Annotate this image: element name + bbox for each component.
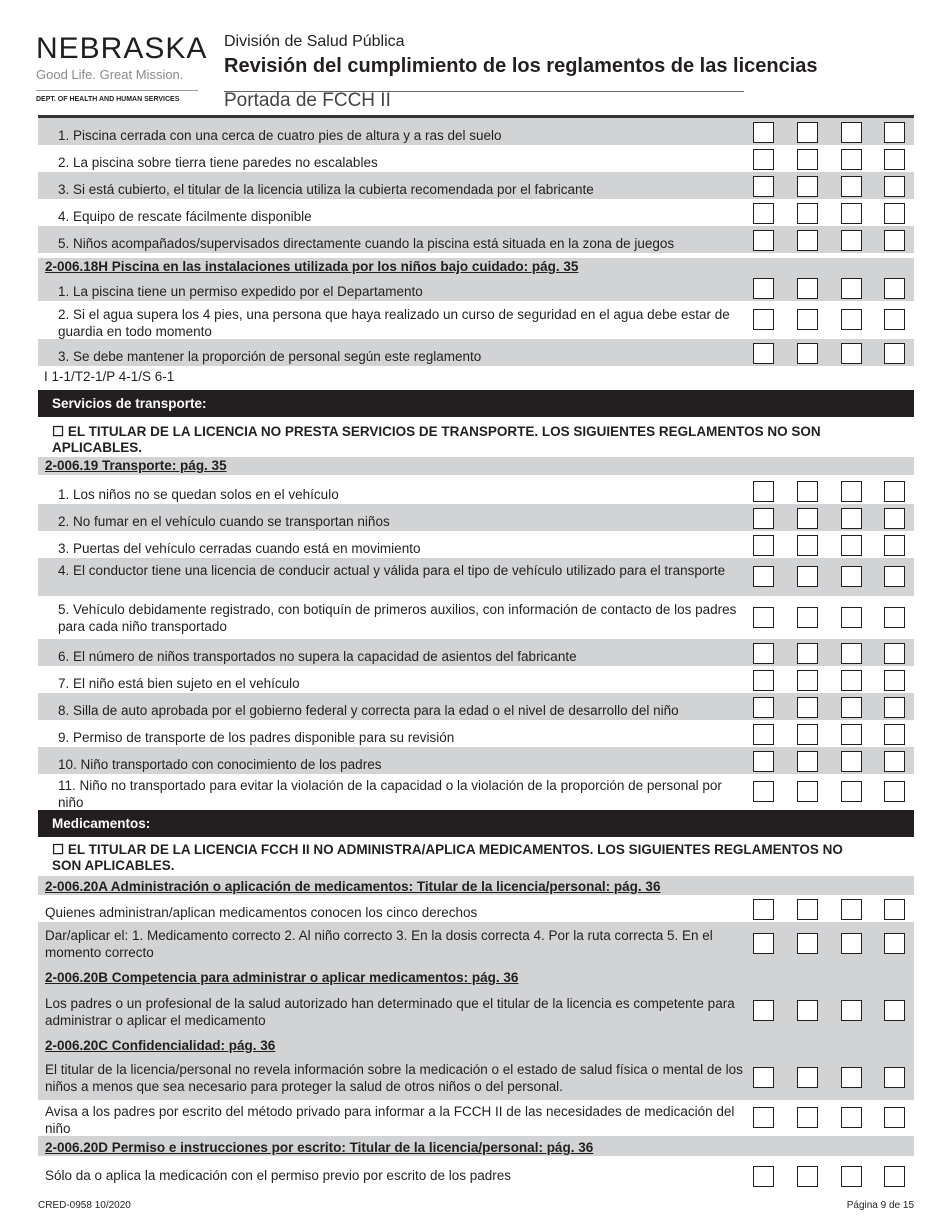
- compliance-checkbox-2[interactable]: [797, 309, 818, 330]
- requirement-text: Quienes administran/aplican medicamentos conocen los cinco derechos: [45, 905, 478, 920]
- compliance-checkbox-2[interactable]: [797, 278, 818, 299]
- requirement-text: 2. Si el agua supera los 4 pies, una persona que haya realizado un curso de seguridad en el agua debe estar de guardia en todo momento: [58, 307, 730, 339]
- compliance-checkbox-4[interactable]: [884, 149, 905, 170]
- page-subtitle: Portada de FCCH II: [224, 90, 391, 111]
- compliance-checkbox-4[interactable]: [884, 751, 905, 772]
- compliance-checkbox-2[interactable]: [797, 899, 818, 920]
- section-header: [38, 1136, 914, 1156]
- logo-dept: DEPT. OF HEALTH AND HUMAN SERVICES: [36, 96, 180, 103]
- rating-text: I 1-1/T2-1/P 4-1/S 6-1: [44, 369, 175, 384]
- compliance-checkbox-2[interactable]: [797, 176, 818, 197]
- compliance-checkbox-2[interactable]: [797, 508, 818, 529]
- regulation-heading: 2-006.18H Piscina en las instalaciones utilizada por los niños bajo cuidado: pág. 35: [45, 259, 579, 274]
- compliance-checkbox-4[interactable]: [884, 697, 905, 718]
- requirement-text: 1. La piscina tiene un permiso expedido por el Departamento: [58, 284, 423, 299]
- compliance-checkbox-1[interactable]: [753, 230, 774, 251]
- compliance-checkbox-2[interactable]: [797, 1000, 818, 1021]
- division-name: División de Salud Pública: [224, 33, 405, 50]
- checklist-row: [38, 301, 914, 339]
- checklist-row: [38, 531, 914, 558]
- requirement-text: 7. El niño está bien sujeto en el vehículo: [58, 676, 300, 691]
- regulation-heading: 2-006.20A Administración o aplicación de medicamentos: Titular de la licencia/personal: pág. 36: [45, 879, 661, 894]
- logo-divider: [36, 90, 198, 91]
- compliance-checkbox-4[interactable]: [884, 781, 905, 802]
- requirement-text: 4. Equipo de rescate fácilmente disponible: [58, 209, 312, 224]
- checklist-row: [38, 693, 914, 720]
- compliance-checkbox-1[interactable]: [753, 149, 774, 170]
- compliance-checkbox-2[interactable]: [797, 203, 818, 224]
- compliance-checkbox-4[interactable]: [884, 203, 905, 224]
- not-applicable-label[interactable]: ☐ EL TITULAR DE LA LICENCIA FCCH II NO ADMINISTRA/APLICA MEDICAMENTOS. LOS SIGUIENTES REGLAMENTOS NO SON APLICABLES.: [52, 842, 843, 873]
- compliance-checkbox-3[interactable]: [841, 309, 862, 330]
- requirement-text: 11. Niño no transportado para evitar la violación de la capacidad o la violación de la proporción de personal por niño: [58, 778, 722, 810]
- section-header: [38, 258, 914, 275]
- compliance-checkbox-3[interactable]: [841, 781, 862, 802]
- compliance-checkbox-1[interactable]: [753, 535, 774, 556]
- compliance-checkbox-2[interactable]: [797, 697, 818, 718]
- requirement-text: 3. Puertas del vehículo cerradas cuando está en movimiento: [58, 541, 421, 556]
- compliance-checkbox-3[interactable]: [841, 1107, 862, 1128]
- not-applicable-row: [38, 420, 914, 455]
- compliance-checkbox-4[interactable]: [884, 899, 905, 920]
- compliance-checkbox-1[interactable]: [753, 781, 774, 802]
- compliance-checkbox-4[interactable]: [884, 481, 905, 502]
- section-banner-label: Servicios de transporte:: [52, 396, 207, 411]
- section-header: [38, 876, 914, 895]
- compliance-checkbox-3[interactable]: [841, 566, 862, 587]
- compliance-checkbox-3[interactable]: [841, 1000, 862, 1021]
- section-banner: [38, 390, 914, 417]
- compliance-checkbox-2[interactable]: [797, 149, 818, 170]
- compliance-checkbox-2[interactable]: [797, 481, 818, 502]
- compliance-checkbox-3[interactable]: [841, 643, 862, 664]
- compliance-checkbox-3[interactable]: [841, 230, 862, 251]
- compliance-checkbox-1[interactable]: [753, 566, 774, 587]
- compliance-checkbox-3[interactable]: [841, 1067, 862, 1088]
- checklist-row: [38, 1056, 914, 1100]
- compliance-checkbox-2[interactable]: [797, 230, 818, 251]
- section-banner: [38, 810, 914, 837]
- requirement-text: 2. La piscina sobre tierra tiene paredes no escalables: [58, 155, 378, 170]
- compliance-checkbox-4[interactable]: [884, 1000, 905, 1021]
- requirement-text: Dar/aplicar el: 1. Medicamento correcto 2. Al niño correcto 3. En la dosis correcta 4. Por la ruta correcta 5. En el momento correcto: [45, 928, 713, 960]
- compliance-checkbox-1[interactable]: [753, 343, 774, 364]
- compliance-checkbox-1[interactable]: [753, 1166, 774, 1187]
- compliance-checkbox-4[interactable]: [884, 643, 905, 664]
- compliance-checkbox-2[interactable]: [797, 933, 818, 954]
- checklist-row: [38, 172, 914, 199]
- compliance-checkbox-3[interactable]: [841, 508, 862, 529]
- checklist-row: [38, 1100, 914, 1135]
- compliance-checkbox-4[interactable]: [884, 508, 905, 529]
- compliance-checkbox-4[interactable]: [884, 176, 905, 197]
- compliance-checkbox-4[interactable]: [884, 309, 905, 330]
- compliance-checkbox-4[interactable]: [884, 1067, 905, 1088]
- compliance-checkbox-3[interactable]: [841, 343, 862, 364]
- compliance-checkbox-4[interactable]: [884, 278, 905, 299]
- requirement-text: 8. Silla de auto aprobada por el gobierno federal y correcta para la edad o el nivel de desarrollo del niño: [58, 703, 679, 718]
- compliance-checkbox-1[interactable]: [753, 933, 774, 954]
- checklist-row: [38, 989, 914, 1033]
- compliance-checkbox-2[interactable]: [797, 607, 818, 628]
- logo-word: NEBRASKA: [36, 32, 208, 65]
- checklist-row: [38, 118, 914, 145]
- requirement-text: Los padres o un profesional de la salud autorizado han determinado que el titular de la licencia es competente para administrar o aplicar el medicamento: [45, 996, 735, 1028]
- compliance-checkbox-4[interactable]: [884, 607, 905, 628]
- checklist-row: [38, 666, 914, 693]
- compliance-checkbox-2[interactable]: [797, 751, 818, 772]
- requirement-text: 1. Piscina cerrada con una cerca de cuatro pies de altura y a ras del suelo: [58, 128, 502, 143]
- compliance-checkbox-3[interactable]: [841, 122, 862, 143]
- compliance-checkbox-2[interactable]: [797, 1067, 818, 1088]
- regulation-heading: 2-006.19 Transporte: pág. 35: [45, 458, 227, 473]
- compliance-checkbox-1[interactable]: [753, 481, 774, 502]
- compliance-checkbox-3[interactable]: [841, 149, 862, 170]
- regulation-heading: 2-006.20C Confidencialidad: pág. 36: [45, 1038, 276, 1053]
- rating-line: [38, 368, 914, 386]
- checklist-row: [38, 774, 914, 810]
- compliance-checkbox-2[interactable]: [797, 724, 818, 745]
- not-applicable-row: [38, 838, 914, 874]
- compliance-checkbox-3[interactable]: [841, 1166, 862, 1187]
- compliance-checkbox-4[interactable]: [884, 933, 905, 954]
- compliance-checkbox-3[interactable]: [841, 607, 862, 628]
- page-title: Revisión del cumplimiento de los reglamentos de las licencias: [224, 55, 818, 77]
- compliance-checkbox-1[interactable]: [753, 697, 774, 718]
- requirement-text: 3. Se debe mantener la proporción de personal según este reglamento: [58, 349, 482, 364]
- compliance-checkbox-1[interactable]: [753, 1067, 774, 1088]
- checklist-row: [38, 895, 914, 922]
- compliance-checkbox-2[interactable]: [797, 781, 818, 802]
- compliance-checkbox-3[interactable]: [841, 670, 862, 691]
- compliance-checkbox-4[interactable]: [884, 670, 905, 691]
- checklist-row: [38, 720, 914, 747]
- regulation-heading: 2-006.20B Competencia para administrar o aplicar medicamentos: pág. 36: [45, 970, 519, 985]
- checklist-row: [38, 477, 914, 504]
- compliance-checkbox-3[interactable]: [841, 203, 862, 224]
- compliance-checkbox-3[interactable]: [841, 176, 862, 197]
- compliance-checkbox-2[interactable]: [797, 566, 818, 587]
- compliance-checkbox-1[interactable]: [753, 751, 774, 772]
- requirement-text: 5. Niños acompañados/supervisados directamente cuando la piscina está situada en la zona de juegos: [58, 236, 675, 251]
- compliance-checkbox-1[interactable]: [753, 203, 774, 224]
- requirement-text: 1. Los niños no se quedan solos en el vehículo: [58, 487, 339, 502]
- checklist-row: [38, 922, 914, 965]
- compliance-checkbox-4[interactable]: [884, 230, 905, 251]
- requirement-text: 6. El número de niños transportados no supera la capacidad de asientos del fabricante: [58, 649, 577, 664]
- regulation-heading: 2-006.20D Permiso e instrucciones por escrito: Titular de la licencia/personal: pág. 36: [45, 1140, 594, 1155]
- compliance-checkbox-4[interactable]: [884, 122, 905, 143]
- requirement-text: Sólo da o aplica la medicación con el permiso previo por escrito de los padres: [45, 1168, 512, 1183]
- requirement-text: 5. Vehículo debidamente registrado, con botiquín de primeros auxilios, con información de contacto de los padres para cada niño transportado: [58, 602, 737, 634]
- checklist-row: [38, 274, 914, 301]
- checklist-row: [38, 639, 914, 666]
- checklist-row: [38, 1161, 914, 1192]
- checklist-row: [38, 747, 914, 774]
- requirement-text: Avisa a los padres por escrito del método privado para informar a la FCCH II de las necesidades de medicación del niño: [45, 1104, 735, 1136]
- compliance-checkbox-3[interactable]: [841, 481, 862, 502]
- section-header: [38, 965, 914, 989]
- compliance-checkbox-1[interactable]: [753, 607, 774, 628]
- compliance-checkbox-1[interactable]: [753, 670, 774, 691]
- compliance-checkbox-2[interactable]: [797, 643, 818, 664]
- compliance-checkbox-4[interactable]: [884, 1166, 905, 1187]
- compliance-checkbox-1[interactable]: [753, 278, 774, 299]
- page-number: Página 9 de 15: [846, 1200, 914, 1211]
- requirement-text: 4. El conductor tiene una licencia de conducir actual y válida para el tipo de vehículo utilizado para el transporte: [58, 563, 726, 578]
- compliance-checkbox-1[interactable]: [753, 899, 774, 920]
- compliance-checkbox-2[interactable]: [797, 670, 818, 691]
- not-applicable-label[interactable]: ☐ EL TITULAR DE LA LICENCIA NO PRESTA SERVICIOS DE TRANSPORTE. LOS SIGUIENTES REGLAMENTOS NO SON APLICABLES.: [52, 424, 821, 455]
- compliance-checkbox-1[interactable]: [753, 1107, 774, 1128]
- compliance-checkbox-3[interactable]: [841, 535, 862, 556]
- compliance-checkbox-2[interactable]: [797, 1166, 818, 1187]
- section-header: [38, 1033, 914, 1056]
- compliance-checkbox-3[interactable]: [841, 899, 862, 920]
- nebraska-logo: [36, 34, 206, 103]
- section-banner-label: Medicamentos:: [52, 816, 151, 831]
- checklist-row: [38, 596, 914, 639]
- checklist-row: [38, 226, 914, 253]
- compliance-checkbox-2[interactable]: [797, 535, 818, 556]
- requirement-text: 2. No fumar en el vehículo cuando se transportan niños: [58, 514, 390, 529]
- requirement-text: 3. Si está cubierto, el titular de la licencia utiliza la cubierta recomendada por el fabricante: [58, 182, 594, 197]
- compliance-checkbox-3[interactable]: [841, 724, 862, 745]
- compliance-checkbox-4[interactable]: [884, 343, 905, 364]
- logo-tagline: Good Life. Great Mission.: [36, 67, 184, 82]
- compliance-checkbox-2[interactable]: [797, 343, 818, 364]
- checklist-row: [38, 145, 914, 172]
- compliance-checkbox-3[interactable]: [841, 933, 862, 954]
- checklist-row: [38, 199, 914, 226]
- compliance-checkbox-3[interactable]: [841, 697, 862, 718]
- compliance-checkbox-3[interactable]: [841, 278, 862, 299]
- compliance-checkbox-1[interactable]: [753, 122, 774, 143]
- requirement-text: 9. Permiso de transporte de los padres disponible para su revisión: [58, 730, 455, 745]
- checklist-row: [38, 558, 914, 596]
- compliance-checkbox-1[interactable]: [753, 176, 774, 197]
- compliance-checkbox-1[interactable]: [753, 508, 774, 529]
- compliance-checkbox-4[interactable]: [884, 535, 905, 556]
- checklist-row: [38, 339, 914, 366]
- compliance-checkbox-1[interactable]: [753, 1000, 774, 1021]
- compliance-checkbox-4[interactable]: [884, 724, 905, 745]
- requirement-text: 10. Niño transportado con conocimiento de los padres: [58, 757, 382, 772]
- compliance-checkbox-4[interactable]: [884, 566, 905, 587]
- form-id: CRED-0958 10/2020: [38, 1200, 131, 1211]
- compliance-checkbox-4[interactable]: [884, 1107, 905, 1128]
- compliance-checkbox-3[interactable]: [841, 751, 862, 772]
- requirement-text: El titular de la licencia/personal no revela información sobre la medicación o el estado de salud física o mental de los niños a menos que sea necesario para proteger la salud de otros niños o del personal.: [45, 1062, 743, 1094]
- compliance-checkbox-2[interactable]: [797, 1107, 818, 1128]
- compliance-checkbox-2[interactable]: [797, 122, 818, 143]
- compliance-checkbox-1[interactable]: [753, 309, 774, 330]
- compliance-checkbox-1[interactable]: [753, 643, 774, 664]
- checklist-row: [38, 504, 914, 531]
- compliance-checkbox-1[interactable]: [753, 724, 774, 745]
- section-header: [38, 457, 914, 475]
